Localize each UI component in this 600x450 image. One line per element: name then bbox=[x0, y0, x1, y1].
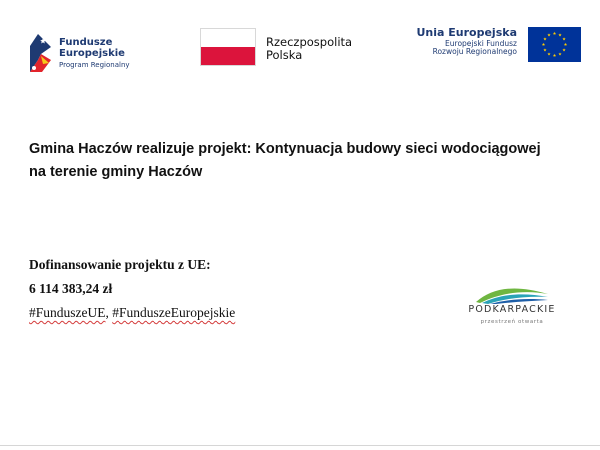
hashtag-fundusze-ue: #FunduszeUE bbox=[29, 305, 106, 320]
funding-block bbox=[29, 255, 235, 327]
eu-subtitle-2: Rozwoju Regionalnego bbox=[432, 47, 517, 57]
fundusze-europejskie-text bbox=[59, 38, 130, 69]
project-headline bbox=[29, 138, 599, 184]
hashtag-separator: , bbox=[105, 305, 113, 320]
hashtags-line bbox=[29, 303, 235, 327]
rzeczpospolita-line2: Polska bbox=[266, 47, 303, 62]
eu-title: Unia Europejska bbox=[416, 26, 517, 39]
headline-line1: Gmina Haczów realizuje projekt: Kontynuacja budowy sieci wodociągowej bbox=[29, 141, 541, 157]
hashtag-fundusze-europejskie: #FunduszeEuropejskie bbox=[112, 305, 236, 320]
polish-flag-icon bbox=[200, 28, 256, 66]
fundusze-europejskie-logo bbox=[27, 30, 147, 74]
rzeczpospolita-text bbox=[266, 36, 352, 61]
podkarpackie-name: PODKARPACKIE bbox=[468, 304, 556, 315]
rzeczpospolita-polska-logo bbox=[200, 28, 380, 68]
funding-label: Dofinansowanie projektu z UE: bbox=[29, 257, 211, 272]
fundusze-line1: Fundusze bbox=[59, 37, 113, 48]
unia-europejska-logo bbox=[416, 26, 585, 67]
podkarpackie-tagline: przestrzeń otwarta bbox=[480, 319, 544, 325]
funding-amount: 6 114 383,24 zł bbox=[29, 281, 113, 296]
fundusze-europejskie-star-icon bbox=[27, 30, 53, 74]
unia-europejska-text bbox=[416, 27, 517, 57]
page-bottom-divider bbox=[0, 445, 600, 446]
rzeczpospolita-line1: Rzeczpospolita bbox=[266, 35, 353, 49]
podkarpackie-hills-icon bbox=[474, 282, 550, 304]
fundusze-line2: Europejskie bbox=[59, 47, 125, 59]
fundusze-subtitle: Program Regionalny bbox=[59, 61, 130, 69]
eu-flag-icon bbox=[528, 27, 581, 62]
logo-bar bbox=[0, 0, 600, 90]
podkarpackie-logo bbox=[460, 282, 564, 338]
headline-line2: na terenie gminy Haczów bbox=[29, 164, 203, 180]
eu-subtitle-1: Europejski Fundusz bbox=[445, 38, 517, 48]
